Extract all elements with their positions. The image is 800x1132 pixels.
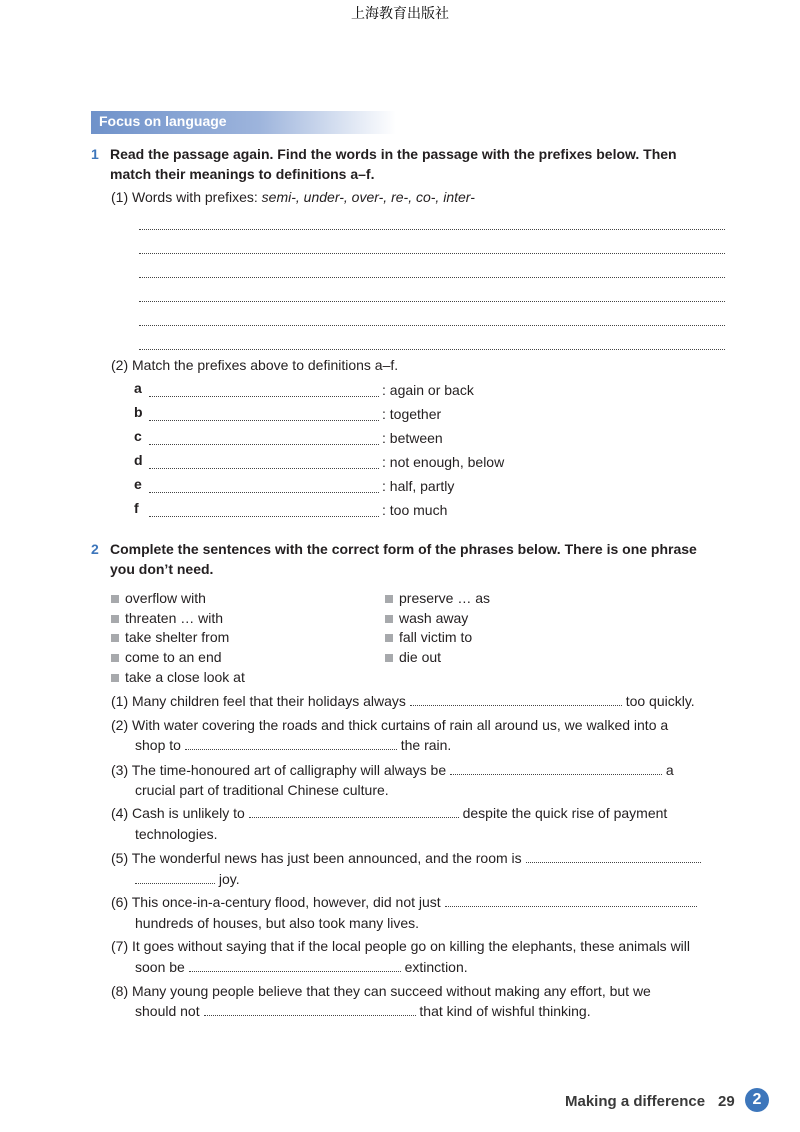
phrase-item: overflow with	[111, 588, 206, 608]
question-1-number: 1	[91, 146, 99, 162]
sentence-4-line-2: technologies.	[135, 826, 218, 842]
part-1-prefixes: semi-, under-, over-, re-, co-, inter-	[261, 189, 475, 205]
question-1-instruction-line2: match their meanings to definitions a–f.	[110, 166, 375, 182]
bullet-square-icon	[111, 674, 119, 682]
question-1-part-1	[111, 187, 475, 207]
definition-letter: a	[134, 380, 142, 396]
sentence-blank[interactable]	[249, 805, 459, 818]
answer-line-3[interactable]	[139, 277, 725, 278]
sentence-blank[interactable]	[445, 894, 697, 907]
sentence-5-line-2: joy.	[135, 869, 240, 889]
definition-text: : too much	[382, 502, 448, 518]
phrase-item: take shelter from	[111, 627, 229, 647]
answer-line-5[interactable]	[139, 325, 725, 326]
definition-blank[interactable]	[149, 432, 379, 445]
definition-letter: d	[134, 452, 143, 468]
sentence-6-line-1: (6) This once-in-a-century flood, however, did not just	[111, 892, 697, 912]
phrase-item: threaten … with	[111, 608, 223, 628]
phrase-item: come to an end	[111, 647, 222, 667]
definition-blank[interactable]	[149, 504, 379, 517]
sentence-blank[interactable]	[526, 850, 701, 863]
sentence-8-line-1: (8) Many young people believe that they can succeed without making any effort, but we	[111, 983, 651, 999]
definition-text: : half, partly	[382, 478, 455, 494]
sentence-2-line-2: shop to the rain.	[135, 737, 452, 753]
sentence-blank[interactable]	[204, 1003, 416, 1016]
sentence-2-line-1: (2) With water covering the roads and thick curtains of rain all around us, we walked into a	[111, 717, 669, 733]
phrase-item: take a close look at	[111, 667, 245, 687]
bullet-square-icon	[111, 615, 119, 623]
phrase-item: die out	[385, 647, 441, 667]
definition-text: : together	[382, 406, 442, 422]
bullet-square-icon	[111, 634, 119, 642]
phrase-item: fall victim to	[385, 627, 472, 647]
bullet-square-icon	[111, 595, 119, 603]
bullet-square-icon	[385, 615, 393, 623]
answer-line-2[interactable]	[139, 253, 725, 254]
definition-letter: f	[134, 500, 139, 516]
definition-text: : between	[382, 430, 443, 446]
unit-number-badge: 2	[745, 1088, 769, 1112]
question-2-instruction-line2: you don’t need.	[110, 561, 214, 577]
page-number: 29	[718, 1093, 735, 1110]
definition-letter: c	[134, 428, 142, 444]
question-2-number: 2	[91, 541, 99, 557]
definition-blank[interactable]	[149, 456, 379, 469]
question-1-instruction-line1: Read the passage again. Find the words in the passage with the prefixes below. Then	[110, 146, 677, 162]
unit-title: Making a difference	[565, 1093, 706, 1110]
sentence-blank-continued[interactable]	[135, 871, 215, 884]
sentence-3-line-1: (3) The time-honoured art of calligraphy will always be a	[111, 762, 674, 778]
sentence-blank[interactable]	[410, 693, 622, 706]
sentence-blank[interactable]	[450, 762, 662, 775]
sentence-5-line-1: (5) The wonderful news has just been announced, and the room is	[111, 848, 701, 868]
question-2-instruction-line1: Complete the sentences with the correct form of the phrases below. There is one phrase	[110, 541, 697, 557]
phrase-item: preserve … as	[385, 588, 490, 608]
sentence-8-line-2: should not that kind of wishful thinking.	[135, 1003, 591, 1019]
sentence-7-line-1: (7) It goes without saying that if the local people go on killing the elephants, these animals will	[111, 938, 691, 954]
definition-blank[interactable]	[149, 480, 379, 493]
sentence-3-line-2: crucial part of traditional Chinese culture.	[135, 782, 389, 798]
sentence-6-line-2: hundreds of houses, but also took many lives.	[135, 915, 420, 931]
definition-text: : not enough, below	[382, 454, 505, 470]
definition-blank[interactable]	[149, 384, 379, 397]
answer-line-4[interactable]	[139, 301, 725, 302]
definition-letter: b	[134, 404, 143, 420]
sentence-1: (1) Many children feel that their holidays always too quickly.	[111, 693, 695, 709]
definition-text: : again or back	[382, 382, 474, 398]
bullet-square-icon	[111, 654, 119, 662]
phrase-item: wash away	[385, 608, 468, 628]
answer-line-6[interactable]	[139, 349, 725, 350]
bullet-square-icon	[385, 595, 393, 603]
definition-blank[interactable]	[149, 408, 379, 421]
part-1-label: (1) Words with prefixes:	[111, 189, 262, 205]
section-title: Focus on language	[99, 113, 227, 129]
definition-letter: e	[134, 476, 142, 492]
bullet-square-icon	[385, 634, 393, 642]
sentence-4-line-1: (4) Cash is unlikely to despite the quick rise of payment	[111, 805, 668, 821]
sentence-blank[interactable]	[185, 737, 397, 750]
publisher-name: 上海教育出版社	[351, 6, 449, 22]
bullet-square-icon	[385, 654, 393, 662]
question-1-part-2: (2) Match the prefixes above to definitions a–f.	[111, 357, 399, 373]
sentence-blank[interactable]	[189, 959, 401, 972]
answer-line-1[interactable]	[139, 229, 725, 230]
sentence-7-line-2: soon be extinction.	[135, 959, 468, 975]
